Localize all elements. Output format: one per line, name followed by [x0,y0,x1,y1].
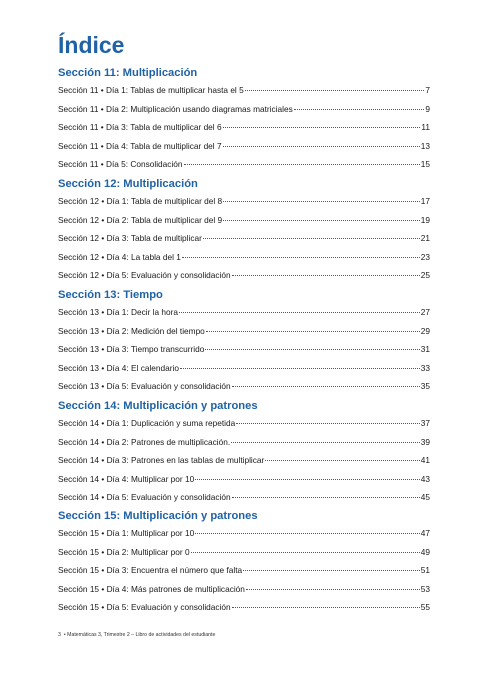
toc-entry-label: Sección 12 • Día 4: La tabla del 1 [58,251,181,262]
toc-page-number: 45 [420,492,430,502]
dot-leader [232,607,420,608]
toc-entry[interactable] [58,561,430,580]
toc-section [58,508,430,617]
section-heading: Sección 13: Tiempo [58,289,163,301]
toc-section [58,65,430,174]
toc-page-number: 11 [421,122,430,132]
toc-entry[interactable] [58,192,430,211]
toc-page-number: 29 [420,325,430,336]
toc-entry[interactable] [58,100,430,119]
toc-page-number: 25 [420,270,430,280]
toc-entry-label: Sección 14 • Día 4: Multiplicar por 10 [58,473,195,484]
toc-entry[interactable] [58,303,430,322]
dot-leader [232,275,420,276]
toc-entry[interactable] [58,322,430,341]
toc-entry-label: Sección 15 • Día 1: Multiplicar por 10 [58,528,195,538]
dot-leader [232,497,420,498]
toc-entry-label: Sección 12 • Día 1: Tabla de multiplicar del 8 [58,196,223,206]
toc-page-number: 27 [420,307,430,317]
dot-leader [195,533,420,534]
toc-entry-label: Sección 11 • Día 1: Tablas de multiplicar hasta el 5 [58,85,244,95]
dot-leader [195,479,420,480]
dot-leader [179,312,420,313]
toc-entry-label: Sección 14 • Día 5: Evaluación y consolidación [58,492,231,502]
toc-entry[interactable] [58,543,430,562]
toc-page-number: 15 [420,159,430,169]
toc-entry[interactable] [58,229,430,248]
toc-page-number: 43 [420,473,430,484]
dot-leader [236,423,420,424]
toc-page-number: 13 [420,140,430,151]
dot-leader [182,257,420,258]
section-heading: Sección 15: Multiplicación y patrones [58,510,258,522]
toc-page-number: 39 [420,436,430,447]
dot-leader [232,386,420,387]
footer-text: • Matemáticas 3, Trimestre 2 – Libro de actividades del estudiante [63,632,216,638]
toc-entry[interactable] [58,598,430,617]
toc-entry-label: Sección 12 • Día 3: Tabla de multiplicar [58,233,202,243]
toc-entry-label: Sección 15 • Día 3: Encuentra el número que falta [58,565,243,575]
toc-entry[interactable] [58,155,430,174]
toc-entry[interactable] [58,211,430,230]
toc-page-number: 31 [420,344,430,354]
toc-entry-label: Sección 13 • Día 3: Tiempo transcurrido [58,344,205,354]
toc-entry[interactable] [58,377,430,396]
dot-leader [243,570,420,571]
toc-page-number: 49 [420,546,430,557]
toc-page-number: 53 [420,583,430,594]
toc-entry[interactable] [58,433,430,452]
toc-entry[interactable] [58,359,430,378]
toc-entry-label: Sección 13 • Día 1: Decir la hora [58,307,179,317]
toc-entry-label: Sección 14 • Día 3: Patrones en las tablas de multiplicar [58,455,265,465]
dot-leader [265,460,419,461]
dot-leader [245,90,425,91]
toc-entry-label: Sección 11 • Día 3: Tabla de multiplicar del 6 [58,122,222,132]
toc-entry-label: Sección 13 • Día 2: Medición del tiempo [58,325,205,336]
dot-leader [203,238,420,239]
page-title: Índice [58,32,125,58]
dot-leader [231,442,420,443]
section-heading: Sección 11: Multiplicación [58,67,198,79]
toc-entry[interactable] [58,137,430,156]
toc-entry-label: Sección 15 • Día 2: Multiplicar por 0 [58,546,190,557]
toc-entry-label: Sección 11 • Día 5: Consolidación [58,159,183,169]
toc-entry-label: Sección 15 • Día 5: Evaluación y consolidación [58,602,231,612]
toc-page-number: 17 [420,196,430,206]
toc-entry-label: Sección 11 • Día 4: Tabla de multiplicar del 7 [58,140,222,151]
toc-entry[interactable] [58,266,430,285]
toc-page-number: 35 [420,381,430,391]
toc-entry[interactable] [58,340,430,359]
toc-entry[interactable] [58,524,430,543]
toc-entry-label: Sección 12 • Día 2: Tabla de multiplicar del 9 [58,214,223,225]
toc-page-number: 7 [425,85,430,95]
footer-page-number: 3 [58,632,61,638]
section-heading: Sección 12: Multiplicación [58,178,198,190]
toc-page-number: 9 [425,103,430,114]
dot-leader [223,127,421,128]
toc-entry[interactable] [58,81,430,100]
toc-entry[interactable] [58,414,430,433]
toc-section [58,398,430,507]
dot-leader [205,349,419,350]
toc-entry-label: Sección 13 • Día 5: Evaluación y consolidación [58,381,231,391]
dot-leader [223,201,420,202]
toc-entry-label: Sección 13 • Día 4: El calendario [58,362,179,373]
toc-section [58,176,430,285]
toc-entry-label: Sección 14 • Día 2: Patrones de multiplicación. [58,436,231,447]
toc-entry[interactable] [58,451,430,470]
dot-leader [184,164,420,165]
dot-leader [191,552,420,553]
toc-entry[interactable] [58,470,430,489]
toc-page-number: 51 [420,565,430,575]
dot-leader [246,589,420,590]
toc-entry-label: Sección 15 • Día 4: Más patrones de multiplicación [58,583,245,594]
dot-leader [294,109,425,110]
dot-leader [223,146,420,147]
toc-entry-label: Sección 14 • Día 1: Duplicación y suma repetida [58,418,236,428]
page-footer [58,632,215,638]
toc-page-number: 47 [420,528,430,538]
dot-leader [206,331,420,332]
toc-entry-label: Sección 11 • Día 2: Multiplicación usando diagramas matriciales [58,103,293,114]
toc-page-number: 23 [420,251,430,262]
toc-page-number: 33 [420,362,430,373]
toc-entry[interactable] [58,488,430,507]
toc-entry[interactable] [58,248,430,267]
dot-leader [223,220,420,221]
toc-page-number: 41 [420,455,430,465]
toc-page-number: 55 [420,602,430,612]
toc-page-number: 21 [420,233,430,243]
toc-section [58,287,430,396]
toc-entry[interactable] [58,118,430,137]
toc-entry-label: Sección 12 • Día 5: Evaluación y consolidación [58,270,231,280]
dot-leader [180,368,420,369]
toc-entry[interactable] [58,580,430,599]
toc-page-number: 19 [420,214,430,225]
toc-page-number: 37 [420,418,430,428]
section-heading: Sección 14: Multiplicación y patrones [58,400,258,412]
